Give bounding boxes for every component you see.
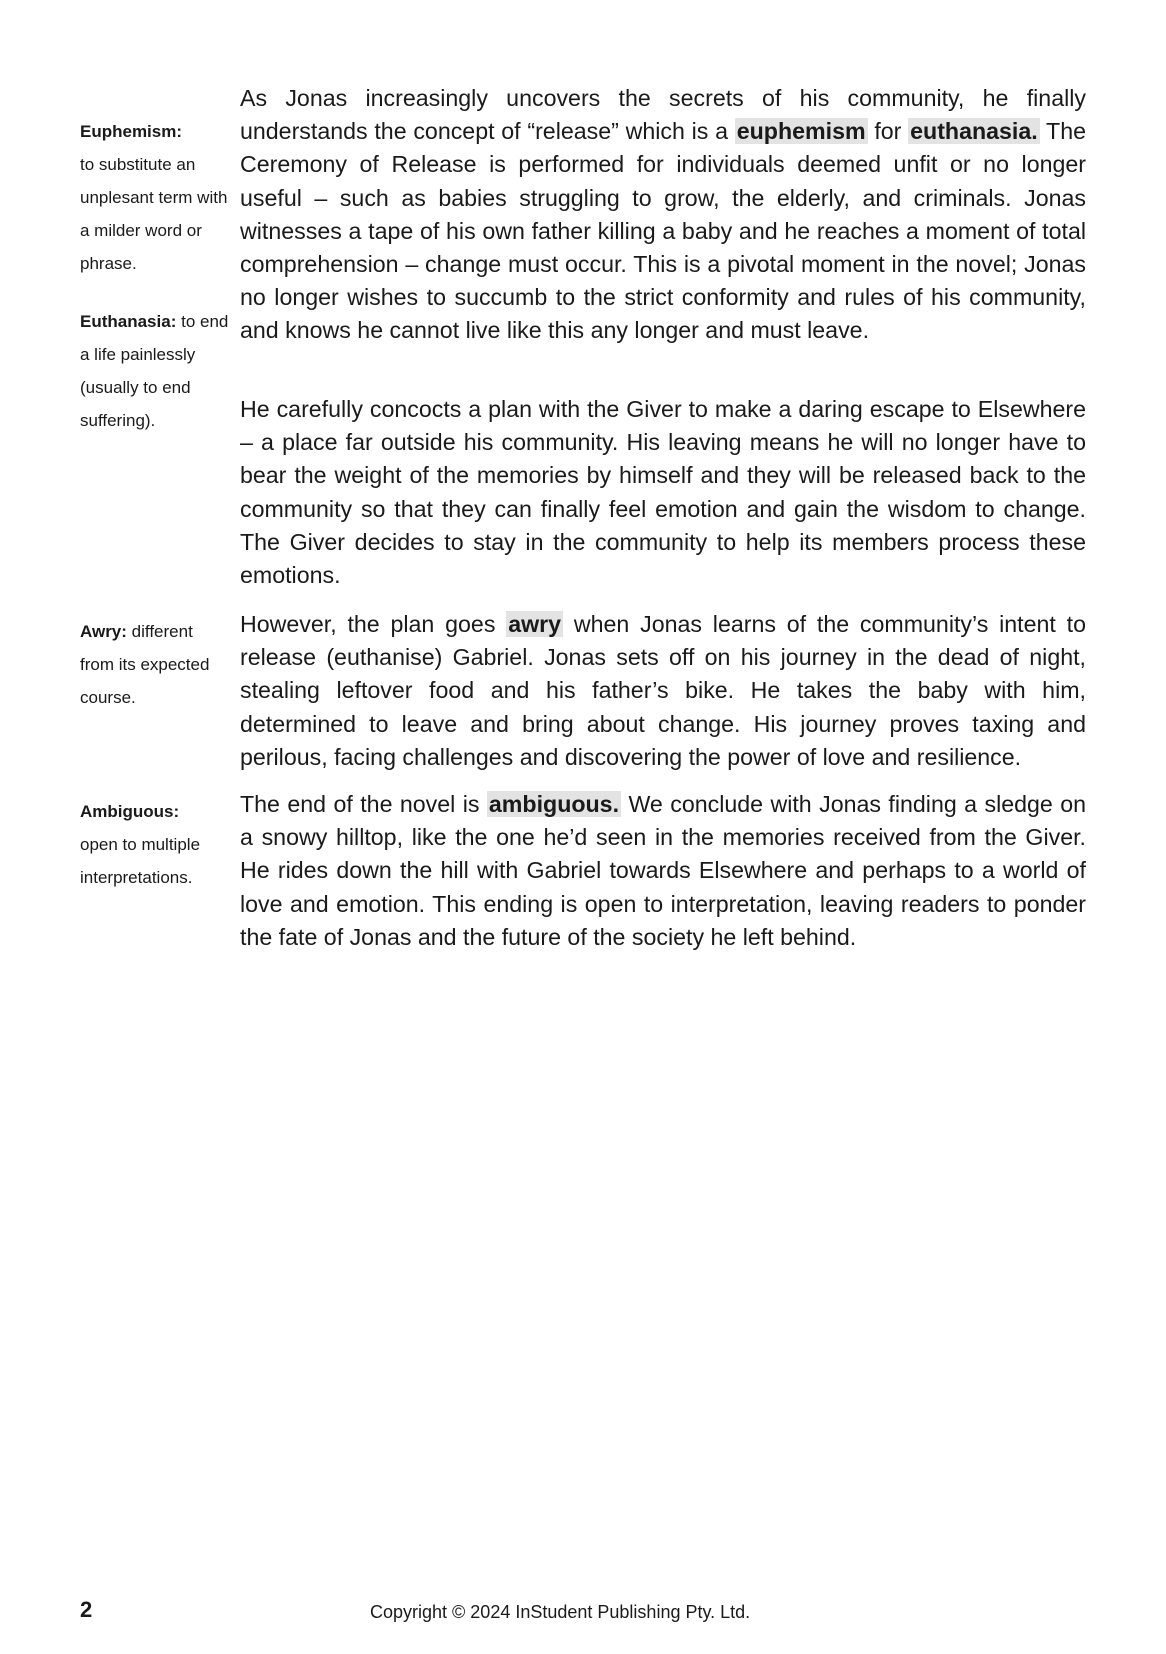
copyright-notice: Copyright © 2024 InStudent Publishing Pty. Ltd. — [370, 1602, 751, 1622]
glossary-euthanasia — [80, 305, 230, 437]
glossary-term: Ambiguous: — [80, 802, 180, 821]
glossary-definition: to substitute an unplesant term with a milder word or phrase. — [80, 155, 228, 273]
glossary-term: Awry: — [80, 622, 127, 641]
glossary-term: Euphemism: — [80, 122, 183, 141]
highlight-ambiguous: ambiguous. — [488, 791, 620, 817]
glossary-awry — [80, 615, 230, 714]
body-paragraph-2: He carefully concocts a plan with the Giver to make a daring escape to Elsewhere – a place far outside his community. His leaving means he will no longer have to bear the weight of the memories by himself and they will be released back to the community so that they can finally feel emotion and gain the wisdom to change. The Giver decides to stay in the community to help its members process these emotions. — [240, 396, 1086, 589]
glossary-ambiguous — [80, 795, 238, 894]
glossary-euphemism — [80, 115, 230, 280]
highlight-euphemism: euphemism — [736, 118, 866, 145]
body-paragraph-4: The end of the novel is ambiguous. We conclude with Jonas finding a sledge on a snowy hilltop, like the one he’d seen in the memories received from the Giver. He rides down the hill with Gabriel towards Elsewhere and perhaps to a world of love and emotion. This ending is open to interpretation, leaving readers to ponder the fate of Jonas and the future of the society he left behind. — [240, 791, 1087, 950]
page-number: 2 — [80, 1597, 93, 1622]
glossary-term: Euthanasia: — [80, 312, 177, 331]
body-paragraph-1: As Jonas increasingly uncovers the secrets of his community, he finally understands the concept of “release” which is a euphemism for euthanasia. The Ceremony of Release is performed for individuals deemed unfit or no longer useful – such as babies struggling to grow, the elderly, and criminals. Jonas witnesses a tape of his own father killing a baby and he reaches a moment of total comprehension – change must occur. This is a pivotal moment in the novel; Jonas no longer wishes to succumb to the strict conformity and rules of his community, and knows he cannot live like this any longer and must leave. — [240, 85, 1086, 344]
glossary-definition: to end a life painlessly (usually to end suffering). — [80, 312, 229, 430]
highlight-euthanasia: euthanasia. — [910, 118, 1038, 145]
body-paragraph-3: However, the plan goes awry when Jonas learns of the community’s intent to release (euthanise) Gabriel. Jonas sets off on his journey in the dead of night, stealing leftover food and his father’s bike. He takes the baby with him, determined to leave and bring about change. His journey proves taxing and perilous, facing challenges and discovering the power of love and resilience. — [240, 611, 1087, 770]
glossary-definition: different from its expected course. — [80, 622, 210, 707]
highlight-awry: awry — [508, 611, 562, 637]
glossary-definition: open to multiple interpretations. — [80, 835, 201, 887]
